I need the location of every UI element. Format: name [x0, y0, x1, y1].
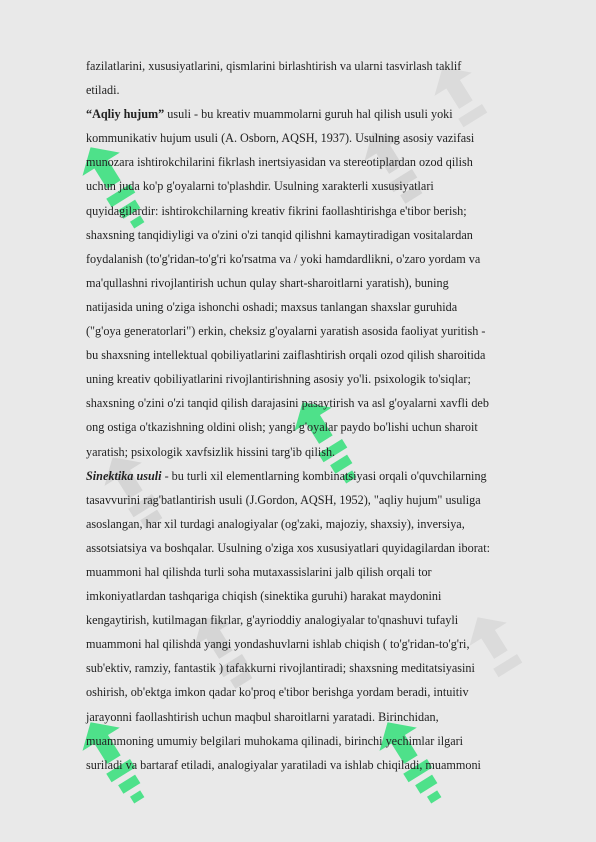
- text-line: shaxsning tanqidiyligi va o'zini o'zi tanqid qilishni kamaytiradigan vositalardan: [86, 227, 473, 242]
- text-line: yaratish; psixologik xavfsizlik hissini targ'ib qilish.: [86, 444, 336, 459]
- method-title-sinektika: Sinektika usuli: [86, 468, 162, 483]
- text-line: etiladi.: [86, 83, 120, 98]
- text-line: ("g'oya generatorlari") erkin, cheksiz g'oyalarni yaratish asosida faoliyat yuritish -: [86, 324, 486, 339]
- text-line: fazilatlarini, xususiyatlarini, qismlarini birlashtirish va ularni tasvirlash taklif: [86, 59, 462, 73]
- text-line: imkoniyatlardan tashqariga chiqish (sinektika guruhi) harakat maydonini: [86, 589, 442, 604]
- text-line: uchun juda ko'p g'oyalarni to'plashdir. Usulning xarakterli xususiyatlari: [86, 179, 434, 194]
- text-line: jarayonni faollashtirish uchun maqbul sharoitlarni yaratadi. Birinchidan,: [86, 709, 439, 724]
- text-line: natijasida uning o'ziga ishonchi oshadi; maxsus tanlangan shaxslar guruhida: [86, 299, 458, 314]
- text-line: bu shaxsning intellektual qobiliyatlarini zaiflashtirish orqali ozod qilish sharoitida: [86, 348, 486, 363]
- text-line: [86, 464, 556, 488]
- text-line: ong ostiga o'tkazishning oldini olish; yangi g'oyalar paydo bo'lishi uchun sharoit: [86, 420, 478, 435]
- method-title-aqliy-hujum: “Aqliy hujum”: [86, 107, 165, 122]
- text-span: - bu turli xil elementlarning kombinatsiyasi orqali o'quvchilarning: [161, 468, 487, 483]
- text-line: quyidagilardir: ishtirokchilarning kreativ fikrini faollashtirishga e'tibor berish;: [86, 203, 467, 218]
- text-line: suriladi va bartaraf etiladi, analogiyalar yaratiladi va ishlab chiqiladi, muammoni: [86, 757, 481, 772]
- text-line: muammoni hal qilishda yangi yondashuvlarni ishlab chiqish ( to'g'ridan-to'g'ri,: [86, 637, 470, 652]
- text-line: assotsiatsiya va boshqalar. Usulning o'ziga xos xususiyatlari quyidagilardan iborat:: [86, 540, 490, 555]
- text-line: uning kreativ qobiliyatlarini rivojlantirishning asosiy yo'li. psixologik to'siqlar;: [86, 372, 471, 387]
- text-line: asoslangan, har xil turdagi analogiyalar (og'zaki, majoziy, shaxsiy), inversiya,: [86, 516, 465, 531]
- text-line: muammoning umumiy belgilari muhokama qilinadi, birinchi yechimlar ilgari: [86, 733, 464, 748]
- text-line: munozara ishtirokchilarini fikrlash inertsiyasidan va stereotiplardan ozod qilish: [86, 155, 473, 170]
- text-line: foydalanish (to'g'ridan-to'g'ri ko'rsatma va / yoki hamdardlikni, o'zaro yordam va: [86, 251, 481, 266]
- text-line: kommunikativ hujum usuli (A. Osborn, AQSH, 1937). Usulning asosiy vazifasi: [86, 131, 475, 146]
- text-line: kengaytirish, kutilmagan fikrlar, g'ayrioddiy analogiyalar to'qnashuvi tufayli: [86, 613, 459, 628]
- text-line: ma'qullashni rivojlantirish uchun qulay shart-sharoitlarni yaratish), buning: [86, 275, 449, 290]
- text-line: [86, 102, 556, 126]
- body-text: [86, 54, 556, 777]
- text-line: sub'ektiv, ramziy, fantastik ) tafakkurni rivojlantiradi; shaxsning meditatsiyasini: [86, 661, 475, 676]
- text-line: tasavvurini rag'batlantirish usuli (J.Gordon, AQSH, 1952), "aqliy hujum" usuliga: [86, 492, 481, 507]
- text-span: usuli - bu kreativ muammolarni guruh hal qilish usuli yoki: [164, 107, 453, 122]
- text-line: muammoni hal qilishda turli soha mutaxassislarini jalb qilish orqali tor: [86, 564, 432, 579]
- text-line: oshirish, ob'ektga imkon qadar ko'proq e'tibor berishga yordam beradi, intuitiv: [86, 685, 469, 700]
- text-line: shaxsning o'zini o'zi tanqid qilish darajasini pasaytirish va asl g'oyalarni xavfli deb: [86, 396, 489, 411]
